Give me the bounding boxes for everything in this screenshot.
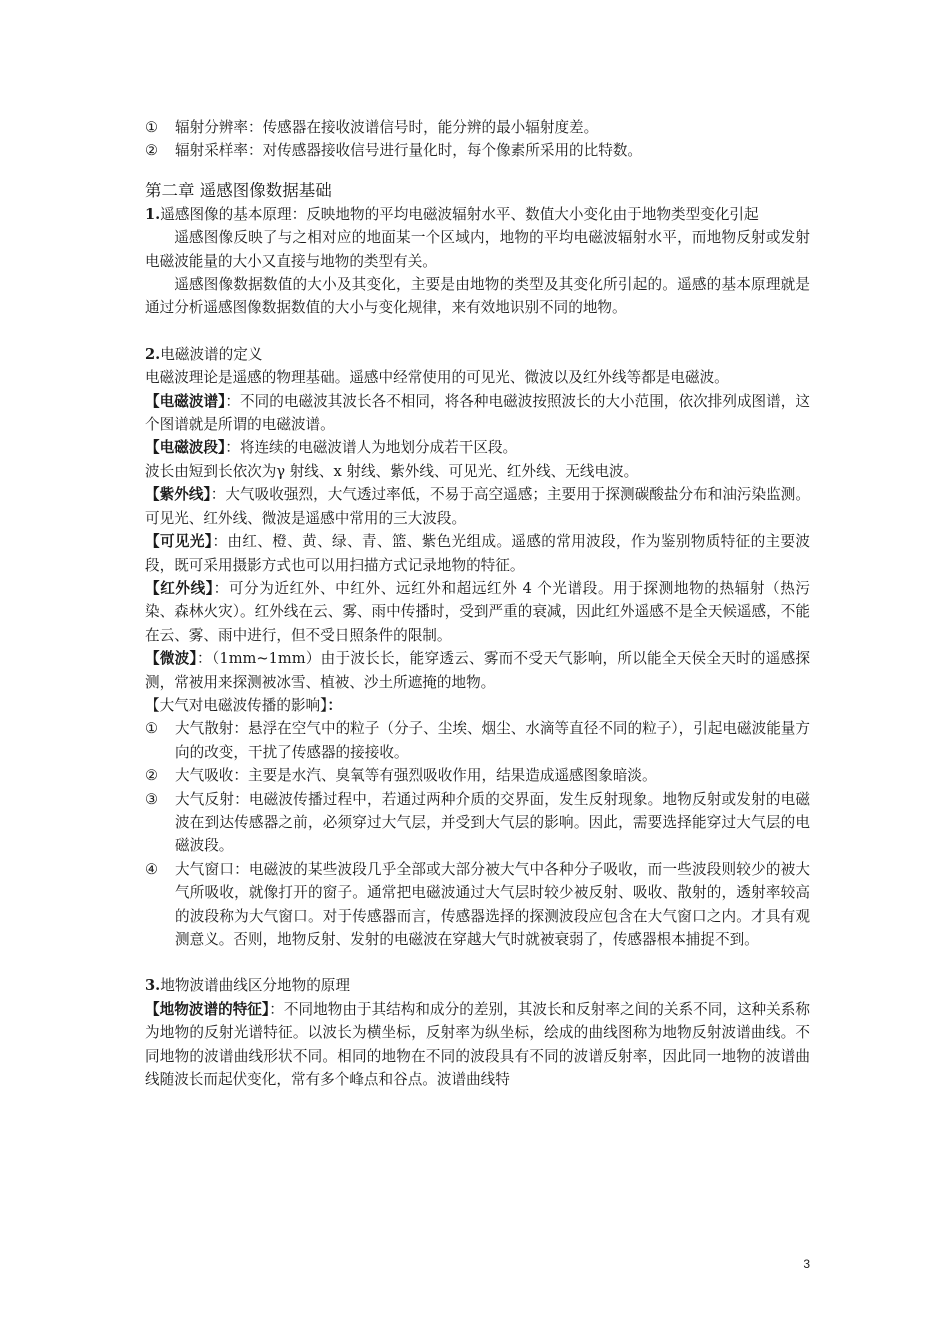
- list-text: 大气窗口：电磁波的某些波段几乎全部或大部分被大气中各种分子吸收，而一些波段则较少的被大气所吸收，就像打开的窗子。通常把电磁波通过大气层时较少被反射、吸收、散射的，透射率较高的波段称为大气窗口。对于传感器而言，传感器选择的探测波段应包含在大气窗口之内。才具有观测意义。否则，地物反射、发射的电磁波在穿越大气时就被衰弱了，传感器根本捕捉不到。: [175, 860, 810, 948]
- term-colon: ：: [327, 696, 343, 714]
- section-number: 1.: [145, 205, 161, 223]
- list-text: 大气反射：电磁波传播过程中，若通过两种介质的交界面，发生反射现象。地物反射或发射的电磁波在到达传感器之前，必须穿过大气层，并受到大气层的影响。因此，需要选择能穿过大气层的电磁波段。: [175, 790, 810, 855]
- term-label: 【地物波谱的特征】: [145, 1000, 270, 1018]
- term-text: ：将连续的电磁波谱人为地划分成若干区段。: [225, 439, 518, 457]
- paragraph: 遥感图像反映了与之相对应的地面某一个区域内，地物的平均电磁波辐射水平，而地物反射或发射电磁波能量的大小又直接与地物的类型有关。: [145, 229, 810, 270]
- term-label: 【可见光】: [145, 533, 213, 551]
- list-text: 大气散射：悬浮在空气中的粒子（分子、尘埃、烟尘、水滴等直径不同的粒子），引起电磁波能量方向的改变，干扰了传感器的接接收。: [175, 720, 810, 761]
- page-number: 3: [803, 1257, 810, 1271]
- chapter-title: 第二章 遥感图像数据基础: [145, 180, 332, 200]
- section-heading-text: 电磁波谱的定义: [160, 345, 263, 363]
- term-label: 【红外线】: [145, 579, 214, 597]
- definition-uv: [145, 483, 810, 530]
- section-number: 3.: [145, 977, 161, 995]
- definition-spectral-features: [145, 998, 810, 1092]
- list-item: [145, 116, 810, 139]
- list-text: 辐射分辨率：传感器在接收波谱信号时，能分辨的最小辐射度差。: [175, 119, 599, 136]
- spacer: [145, 951, 810, 974]
- term-label: 【电磁波谱】: [145, 392, 226, 410]
- spacer: [145, 320, 810, 343]
- term-label: 【紫外线】: [145, 486, 211, 504]
- list-item: [145, 764, 810, 787]
- section-heading-text: 地物波谱曲线区分地物的原理: [160, 977, 350, 995]
- list-item: [145, 858, 810, 952]
- section-number: 2.: [145, 345, 161, 363]
- term-label: 【电磁波段】: [145, 439, 226, 457]
- term-text: ：可分为近红外、中红外、远红外和超远红外 4 个光谱段。用于探测地物的热辐射（热污染、森林火灾）。红外线在云、雾、雨中传播时，受到严重的衰减，因此红外遥感不是全天候遥感，不能在云、雾、雨中进行，但不受日照条件的限制。: [145, 579, 810, 644]
- section-heading-text: 遥感图像的基本原理：反映地物的平均电磁波辐射水平、数值大小变化由于地物类型变化引起: [160, 205, 759, 223]
- term-text: ：不同地物由于其结构和成分的差别，其波长和反射率之间的关系不同，这种关系称为地物的反射光谱特征。以波长为横坐标，反射率为纵坐标，绘成的曲线图称为地物反射波谱曲线。不同地物的波谱曲线形状不同。相同的地物在不同的波段具有不同的波谱反射率，因此同一地物的波谱曲线随波长而起伏变化，常有多个峰点和谷点。波谱曲线特: [145, 1000, 810, 1089]
- list-marker: ②: [145, 767, 159, 785]
- list-marker: ③: [145, 790, 159, 808]
- definition-band: [145, 436, 810, 459]
- term-text: ：（1mm~1mm）由于波长长，能穿透云、雾而不受天气影响，所以能全天侯全天时的遥感探测，常被用来探测被冰雪、植被、沙土所遮掩的地物。: [145, 650, 810, 691]
- list-item: [145, 139, 810, 162]
- list-text: 大气吸收：主要是水汽、臭氧等有强烈吸收作用，结果造成遥感图象暗淡。: [175, 767, 657, 785]
- document-page: [145, 116, 810, 1091]
- atmosphere-heading: [145, 694, 810, 717]
- term-text: ：大气吸收强烈，大气透过率低，不易于高空遥感；主要用于探测碳酸盐分布和油污染监测。可见光、红外线、微波是遥感中常用的三大波段。: [145, 486, 810, 527]
- section-2-heading: [145, 343, 810, 366]
- list-marker: ④: [145, 860, 159, 878]
- paragraph: 遥感图像数据数值的大小及其变化，主要是由地物的类型及其变化所引起的。遥感的基本原理就是通过分析遥感图像数据数值的大小与变化规律，来有效地识别不同的地物。: [145, 276, 810, 317]
- term-label: 【微波】: [145, 650, 198, 668]
- list-marker: ②: [145, 142, 159, 160]
- term-text: ：不同的电磁波其波长各不相同，将各种电磁波按照波长的大小范围，依次排列成图谱，这个图谱就是所谓的电磁波谱。: [145, 392, 810, 434]
- term-label: 【大气对电磁波传播的影响】: [145, 696, 328, 714]
- definition-infrared: [145, 577, 810, 647]
- list-marker: ①: [145, 119, 159, 136]
- list-item: [145, 788, 810, 858]
- section-3-heading: [145, 974, 810, 997]
- definition-spectrum: [145, 390, 810, 437]
- list-text: 辐射采样率：对传感器接收信号进行量化时，每个像素所采用的比特数。: [175, 142, 643, 160]
- list-item: [145, 717, 810, 764]
- definition-microwave: [145, 647, 810, 694]
- list-marker: ①: [145, 720, 159, 738]
- term-text: ：由红、橙、黄、绿、青、篮、紫色光组成。遥感的常用波段，作为鉴别物质特征的主要波段，既可采用摄影方式也可以用扫描方式记录地物的特征。: [145, 533, 811, 574]
- section-1-heading: [145, 203, 810, 226]
- paragraph: 电磁波理论是遥感的物理基础。遥感中经常使用的可见光、微波以及红外线等都是电磁波。: [145, 369, 729, 387]
- definition-visible: [145, 530, 810, 577]
- paragraph: 波长由短到长依次为γ 射线、x 射线、紫外线、可见光、红外线、无线电波。: [145, 462, 639, 480]
